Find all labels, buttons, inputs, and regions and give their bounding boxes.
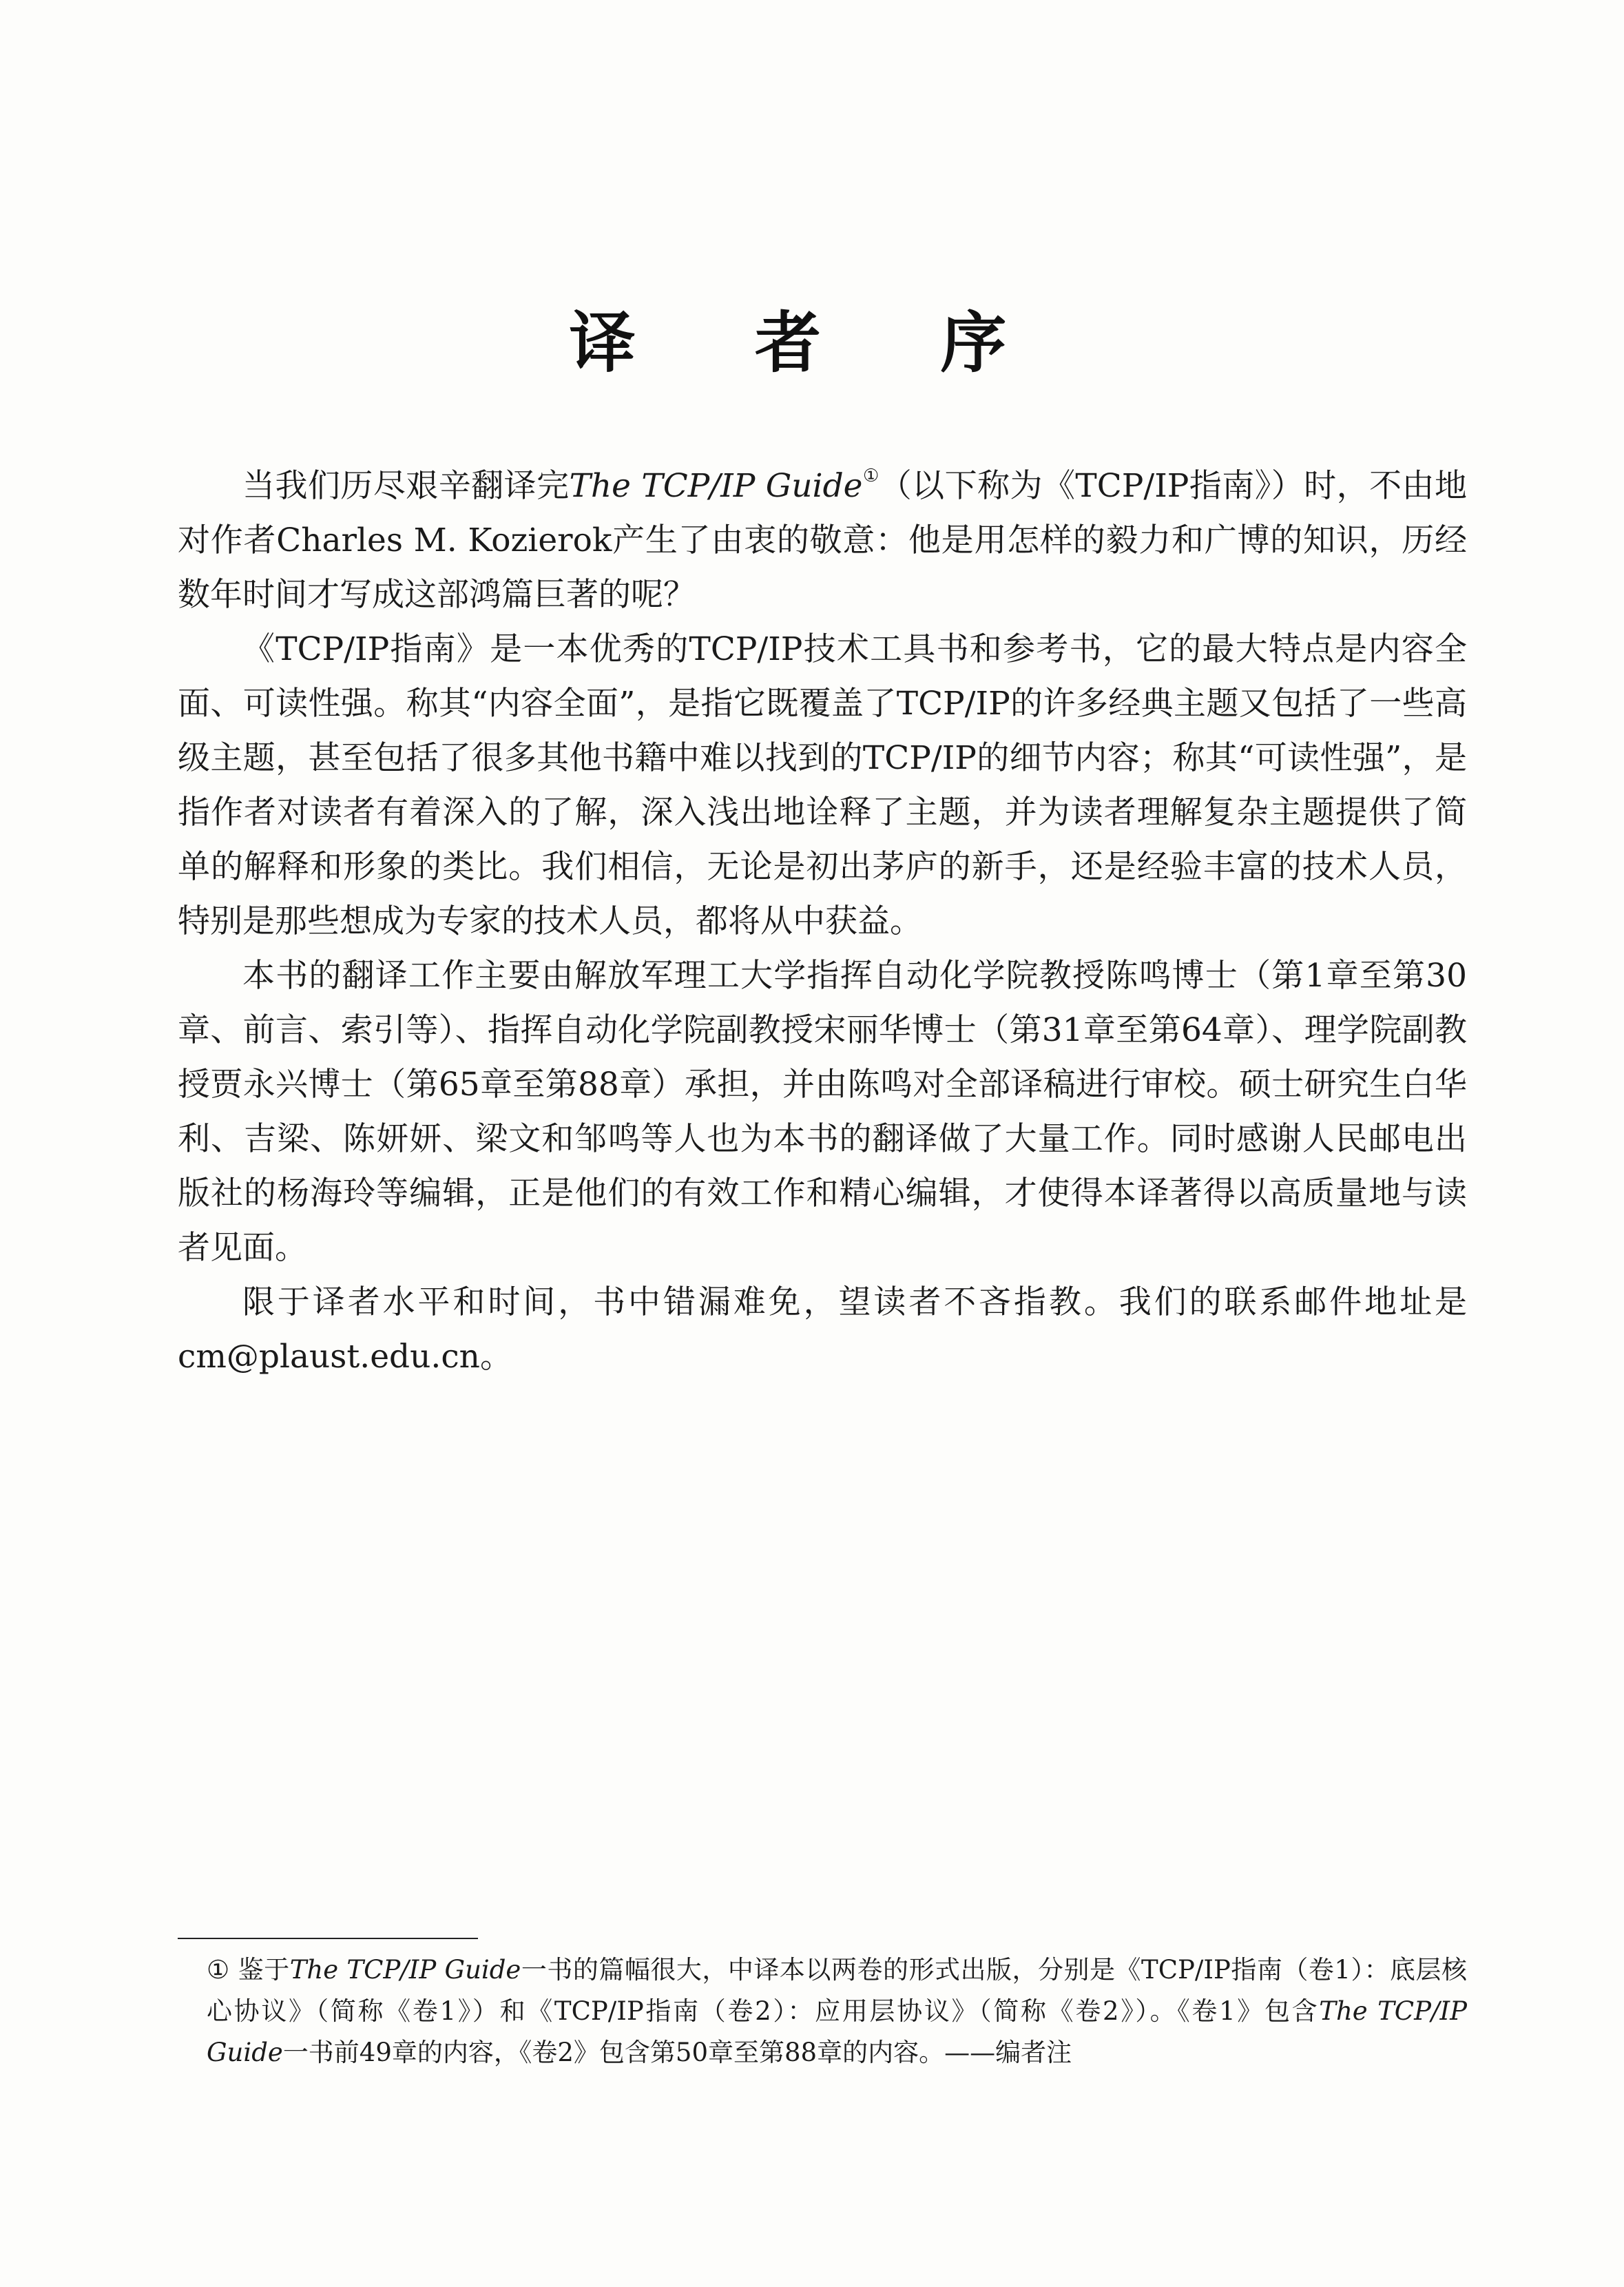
book-title-italic: The TCP/IP Guide [569, 467, 863, 505]
footnote-book-title-1: The TCP/IP Guide [289, 1955, 521, 1985]
footnote-text-a: 鉴于 [238, 1955, 290, 1985]
footnote-text-b: 一书的篇幅很大，中译本以两卷的形式出版，分别是《TCP/IP指南（卷1）：底层核心协议》（简称《卷1》）和《TCP/IP指南（卷2）：应用层协议》（简称《卷2》）。《卷1》包含 [207, 1955, 1468, 2026]
body-text [178, 459, 1467, 1384]
footnote-reference: ① [862, 466, 879, 486]
footnote-text-c: 一书前49章的内容，《卷2》包含第50章至第88章的内容。——编者注 [282, 2038, 1072, 2067]
paragraph-1-rest: （以下称为《TCP/IP指南》）时，不由地对作者Charles M. Kozierok产生了由衷的敬意：他是用怎样的毅力和广博的知识，历经数年时间才写成这部鸿篇巨著的呢？ [178, 467, 1467, 614]
paragraph-3: 本书的翻译工作主要由解放军理工大学指挥自动化学院教授陈鸣博士（第1章至第30章、前言、索引等）、指挥自动化学院副教授宋丽华博士（第31章至第64章）、理学院副教授贾永兴博士（第65章至第88章）承担，并由陈鸣对全部译稿进行审校。硕士研究生白华利、吉梁、陈妍妍、梁文和邹鸣等人也为本书的翻译做了大量工作。同时感谢人民邮电出版社的杨海玲等编辑，正是他们的有效工作和精心编辑，才使得本译著得以高质量地与读者见面。 [178, 957, 1467, 1267]
footnote-mark: ① [207, 1955, 230, 1985]
footnote [207, 1949, 1467, 2073]
footnote-divider [178, 1938, 478, 1939]
paragraph-1-start: 当我们历尽艰辛翻译完 [242, 467, 570, 505]
paragraph-4: 限于译者水平和时间，书中错漏难免，望读者不吝指教。我们的联系邮件地址是cm@plaust.edu.cn。 [178, 1283, 1467, 1376]
paragraph-1 [178, 459, 1467, 622]
paragraph-2: 《TCP/IP指南》是一本优秀的TCP/IP技术工具书和参考书，它的最大特点是内容全面、可读性强。称其“内容全面”，是指它既覆盖了TCP/IP的许多经典主题又包括了一些高级主题，甚至包括了很多其他书籍中难以找到的TCP/IP的细节内容；称其“可读性强”，是指作者对读者有着深入的了解，深入浅出地诠释了主题，并为读者理解复杂主题提供了简单的解释和形象的类比。我们相信，无论是初出茅庐的新手，还是经验丰富的技术人员，特别是那些想成为专家的技术人员，都将从中获益。 [178, 630, 1467, 940]
page-title: 译 者 序 [569, 304, 1055, 382]
footnote-book-title-2: The TCP/IP Guide [207, 1996, 1467, 2067]
